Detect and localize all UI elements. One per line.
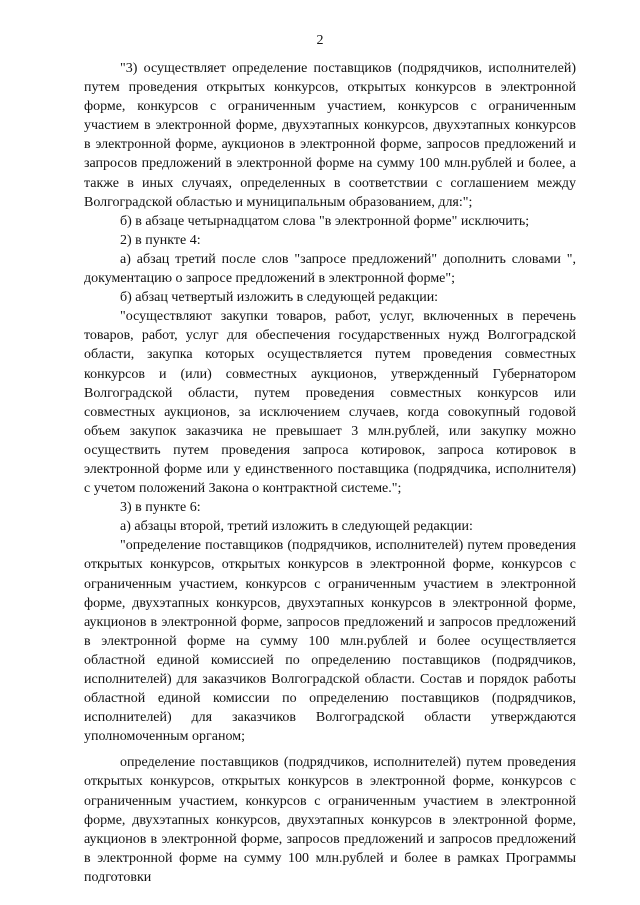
paragraph-amendment-b-2: б) абзац четвертый изложить в следующей редакции: — [120, 290, 439, 306]
paragraph-quoted-procurement: "осуществляют закупки товаров, работ, услуг, включенных в перечень товаров, работ, услуг для обеспечения государственных нужд Волгоградской области, закупка которых осуществляется путем проведения совместных конкурсов и (или) совместных аукционов, утвержденный Губернатором Волгоградской области, путем проведения совместных конкурсов или совместных аукционов, за исключением случаев, когда совокупный годовой объем закупок заказчика не превышает 3 млн.рублей, или закупку можно осуществить путем проведения запроса котировок, запроса котировок в электронной форме или у единственного поставщика (подрядчика, исполнителя) с учетом положений Закона о контрактной системе."; — [84, 309, 576, 497]
paragraph-amendment-a-2: а) абзацы второй, третий изложить в следующей редакции: — [120, 519, 473, 535]
paragraph-amendment-b: б) в абзаце четырнадцатом слова "в электронной форме" исключить; — [120, 213, 530, 229]
document-body — [84, 59, 576, 887]
paragraph-point-6-heading: 3) в пункте 6: — [120, 500, 201, 516]
paragraph-point-4-heading: 2) в пункте 4: — [120, 232, 201, 248]
paragraph-program: определение поставщиков (подрядчиков, исполнителей) путем проведения открытых конкурсов, открытых конкурсов в электронной форме, конкурсов с ограниченным участием, конкурсов с ограниченным участием в электронной форме, двухэтапных конкурсов, двухэтапных конкурсов в электронной форме, аукционов в электронной форме, запросов предложений и запросов предложений в электронной форме на сумму 100 млн.рублей и более в рамках Программы подготовки — [84, 755, 576, 885]
paragraph-amendment-a: а) абзац третий после слов "запросе предложений" дополнить словами ", документацию о запросе предложений в электронной форме"; — [84, 251, 576, 287]
paragraph-item-3: "3) осуществляет определение поставщиков (подрядчиков, исполнителей) путем проведения открытых конкурсов, открытых конкурсов в электронной форме, конкурсов с ограниченным участием, конкурсов с ограниченным участием в электронной форме, двухэтапных конкурсов, двухэтапных конкурсов в электронной форме, аукционов в электронной форме, запросов предложений и запросов предложений в электронной форме на сумму 100 млн.рублей и более, а также в иных случаях, определенных в соответствии с соглашением между Волгоградской областью и муниципальным образованием, для:"; — [84, 61, 576, 210]
paragraph-quoted-commission: "определение поставщиков (подрядчиков, исполнителей) путем проведения открытых конкурсов, открытых конкурсов в электронной форме, конкурсов с ограниченным участием, конкурсов с ограниченным участием в электронной форме, двухэтапных конкурсов, двухэтапных конкурсов в электронной форме, аукционов в электронной форме, запросов предложений и запросов предложений в электронной форме на сумму 100 млн.рублей и более осуществляется областной единой комиссией по определению поставщиков (подрядчиков, исполнителей) для заказчиков Волгоградской области. Состав и порядок работы областной единой комиссии по определению поставщиков (подрядчиков, исполнителей) для заказчиков Волгоградской области утверждаются уполномоченным органом; — [84, 538, 576, 745]
page-number: 2 — [316, 33, 324, 48]
